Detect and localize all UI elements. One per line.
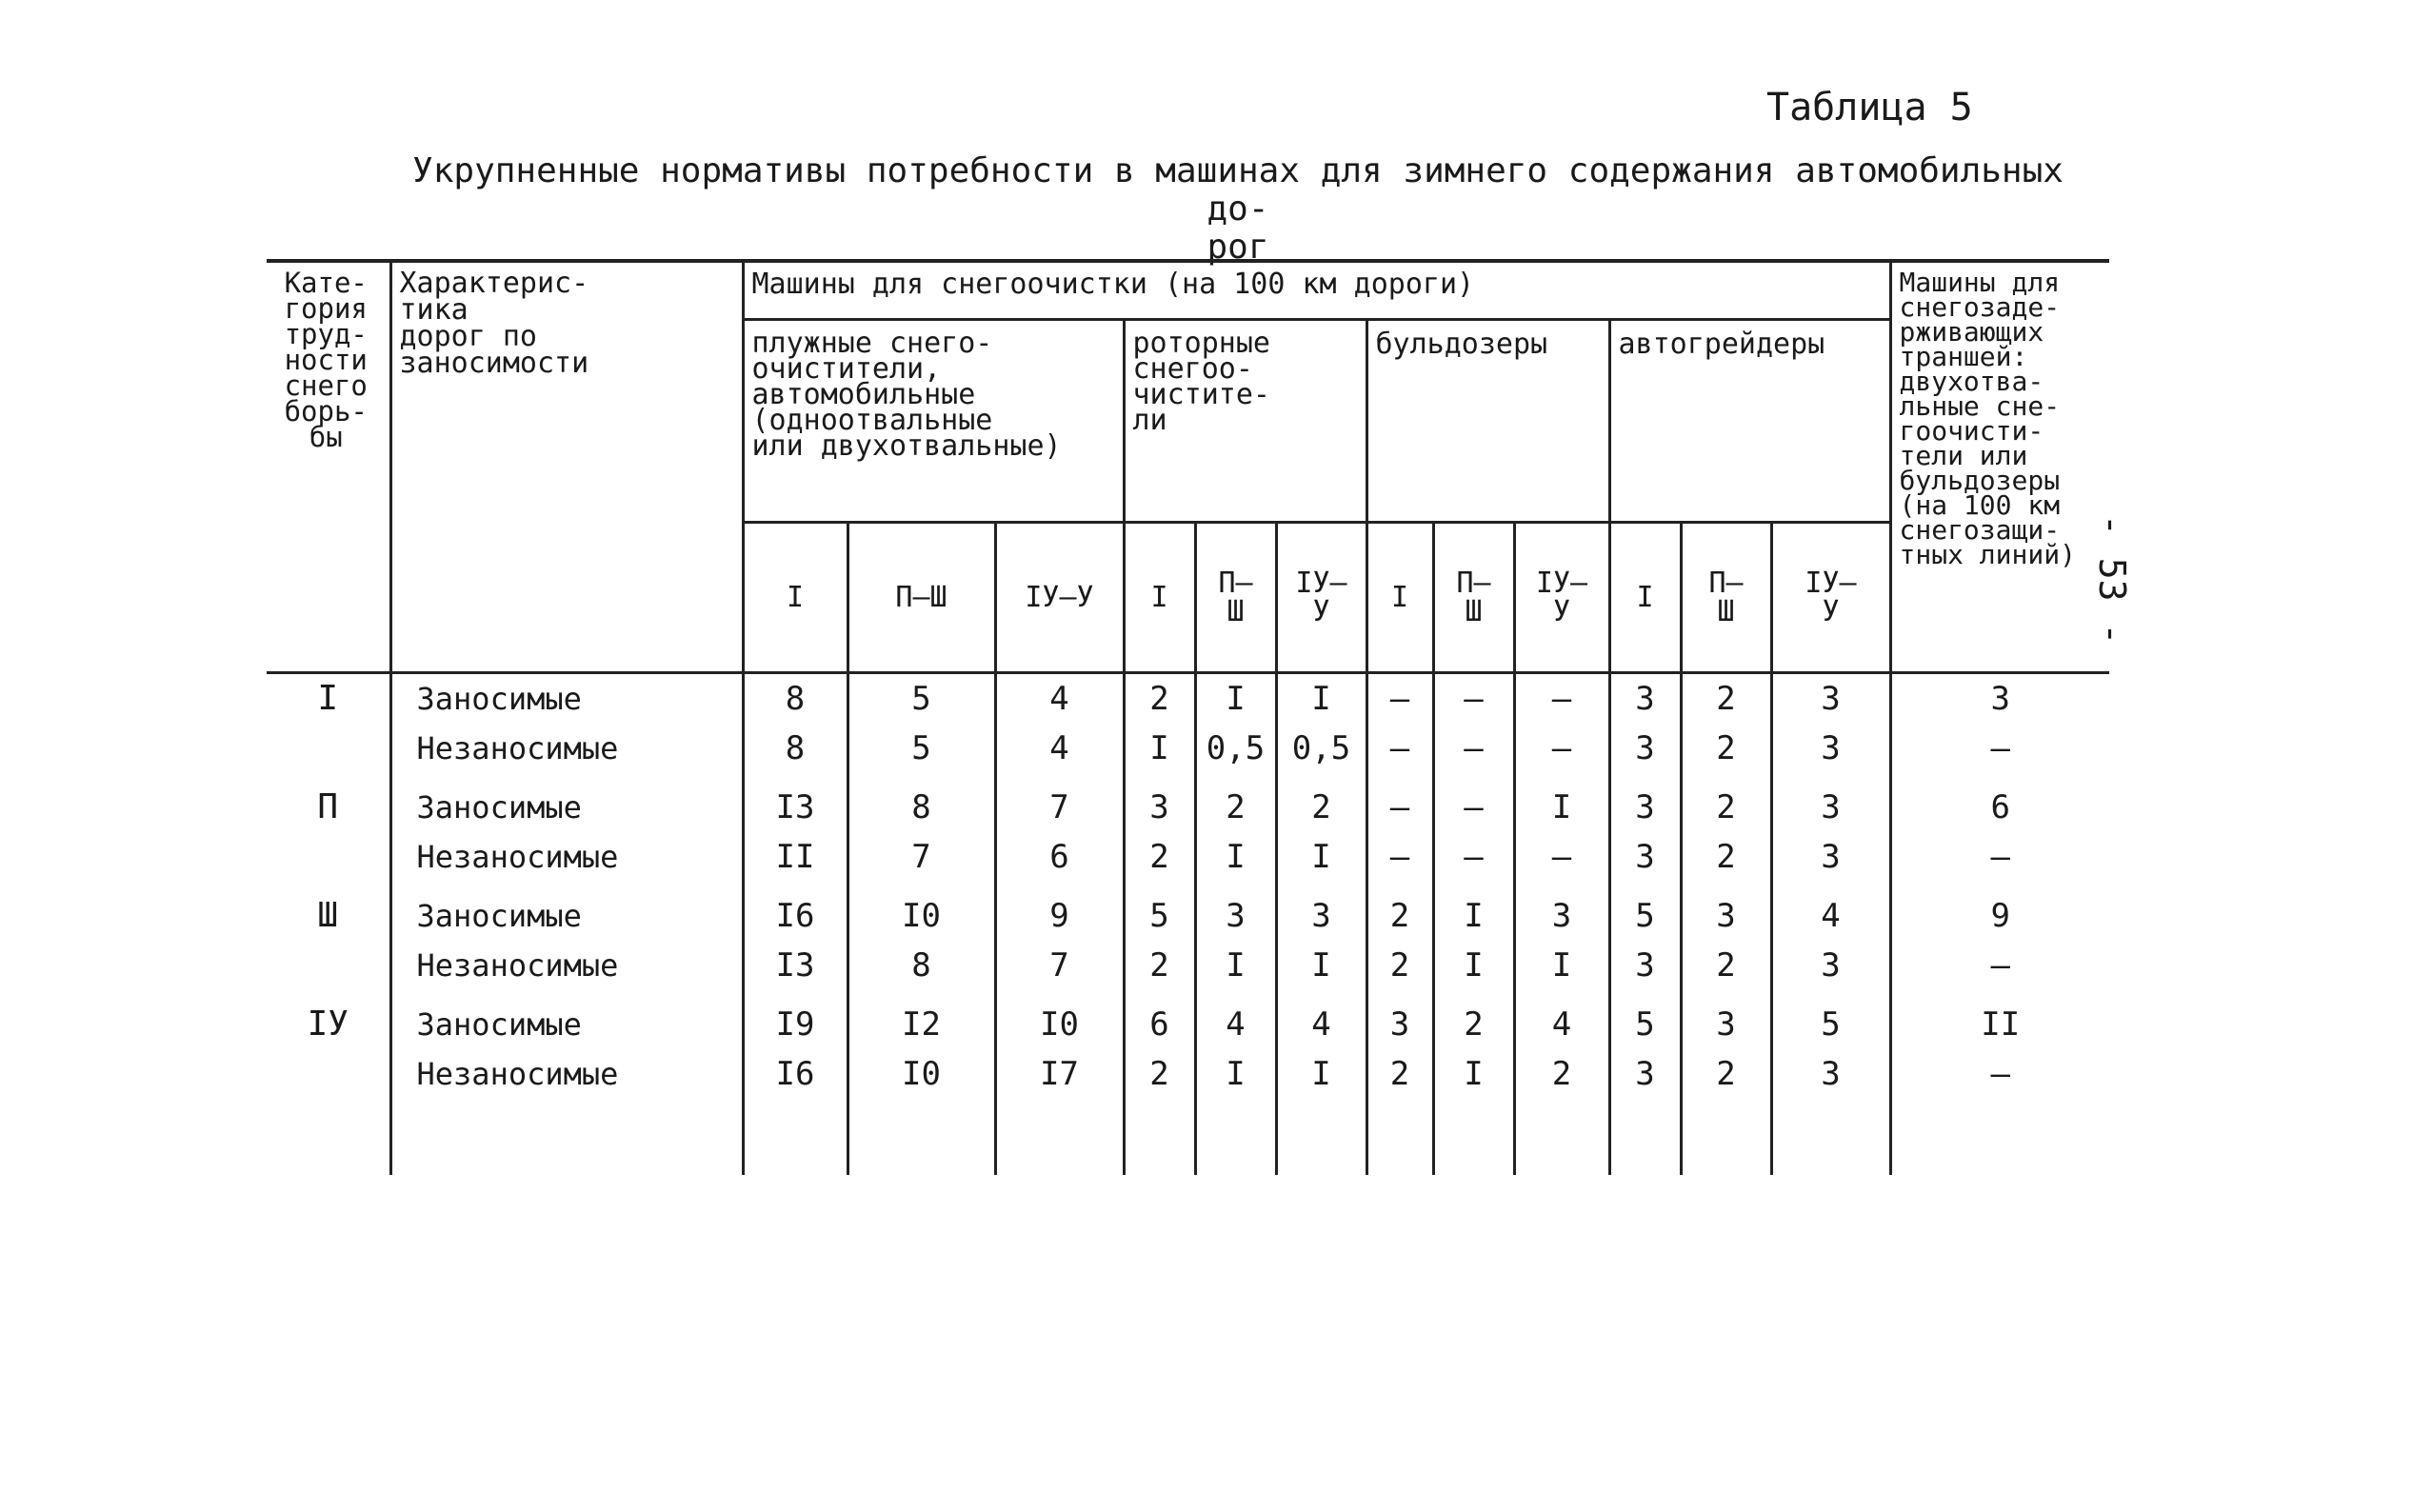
- value-cell: 2: [1681, 673, 1771, 725]
- value-cell: 6: [995, 832, 1124, 882]
- empty-cell: [390, 1099, 743, 1175]
- value-cell: I: [1276, 673, 1366, 725]
- empty-cell: [1195, 1099, 1276, 1175]
- value-cell: –: [1890, 724, 2109, 773]
- value-cell: I6: [743, 882, 848, 941]
- value-cell: 2: [1681, 724, 1771, 773]
- road-type-cell: Заносимые: [390, 773, 743, 832]
- category-cell: П: [317, 787, 339, 826]
- value-cell: I: [1276, 941, 1366, 990]
- empty-cell: [1276, 1099, 1366, 1175]
- value-cell: I2: [848, 990, 995, 1049]
- header-category: Кате- гория труд- ности снего борь- бы: [267, 261, 390, 673]
- value-cell: 3: [1609, 941, 1681, 990]
- value-cell: I7: [995, 1049, 1124, 1099]
- value-cell: I: [1276, 832, 1366, 882]
- value-cell: 6: [1124, 990, 1195, 1049]
- value-cell: –: [1366, 673, 1433, 725]
- empty-cell: [1514, 1099, 1609, 1175]
- value-cell: 5: [848, 724, 995, 773]
- value-cell: 5: [1771, 990, 1890, 1049]
- table-tail: [267, 1099, 2109, 1175]
- empty-cell: [1890, 1099, 2109, 1175]
- value-cell: 2: [1366, 882, 1433, 941]
- value-cell: I: [1195, 673, 1276, 725]
- empty-cell: [1609, 1099, 1681, 1175]
- value-cell: 4: [1771, 882, 1890, 941]
- header-snow-clearing: Машины для снегоочистки (на 100 км дороги): [743, 261, 1890, 320]
- value-cell: 3: [1609, 724, 1681, 773]
- value-cell: 6: [1890, 773, 2109, 832]
- value-cell: I: [1195, 1049, 1276, 1099]
- value-cell: I0: [848, 1049, 995, 1099]
- value-cell: 4: [995, 673, 1124, 725]
- value-cell: I3: [743, 773, 848, 832]
- road-type-cell: Незаносимые: [390, 1049, 743, 1099]
- empty-cell: [1771, 1099, 1890, 1175]
- category-cell: [267, 1049, 390, 1099]
- empty-cell: [267, 1099, 390, 1175]
- value-cell: 3: [1771, 1049, 1890, 1099]
- value-cell: 2: [1276, 773, 1366, 832]
- value-cell: I3: [743, 941, 848, 990]
- value-cell: I: [1514, 941, 1609, 990]
- value-cell: 3: [1771, 724, 1890, 773]
- value-cell: 4: [995, 724, 1124, 773]
- value-cell: –: [1890, 941, 2109, 990]
- value-cell: 2: [1124, 1049, 1195, 1099]
- category-cell: [267, 941, 390, 990]
- value-cell: I: [1433, 1049, 1514, 1099]
- value-cell: 3: [1681, 990, 1771, 1049]
- col-plow-2: П–Ш: [848, 523, 995, 673]
- value-cell: 3: [1514, 882, 1609, 941]
- value-cell: 3: [1609, 773, 1681, 832]
- value-cell: 2: [1366, 941, 1433, 990]
- value-cell: 2: [1124, 941, 1195, 990]
- empty-cell: [1681, 1099, 1771, 1175]
- value-cell: 2: [1681, 941, 1771, 990]
- road-type-cell: Незаносимые: [390, 832, 743, 882]
- empty-cell: [1433, 1099, 1514, 1175]
- road-type-cell: Незаносимые: [390, 724, 743, 773]
- value-cell: 8: [848, 941, 995, 990]
- value-cell: I0: [995, 990, 1124, 1049]
- value-cell: 9: [995, 882, 1124, 941]
- value-cell: 3: [1681, 882, 1771, 941]
- value-cell: 3: [1609, 1049, 1681, 1099]
- road-type-cell: Заносимые: [390, 673, 743, 725]
- value-cell: 3: [1771, 773, 1890, 832]
- value-cell: I9: [743, 990, 848, 1049]
- value-cell: 2: [1681, 1049, 1771, 1099]
- category-cell: [267, 832, 390, 882]
- table-row: [267, 673, 2109, 725]
- value-cell: –: [1433, 773, 1514, 832]
- value-cell: 4: [1514, 990, 1609, 1049]
- value-cell: 8: [743, 724, 848, 773]
- col-bull-1: I: [1366, 523, 1433, 673]
- col-grader-1: I: [1609, 523, 1681, 673]
- value-cell: I: [1124, 724, 1195, 773]
- value-cell: 2: [1195, 773, 1276, 832]
- header-road-characteristic: Характерис- тика дорог по заносимости: [390, 261, 743, 673]
- value-cell: –: [1514, 832, 1609, 882]
- value-cell: 3: [1771, 941, 1890, 990]
- value-cell: –: [1890, 1049, 2109, 1099]
- empty-cell: [995, 1099, 1124, 1175]
- value-cell: 7: [995, 941, 1124, 990]
- value-cell: 2: [1433, 990, 1514, 1049]
- value-cell: I6: [743, 1049, 848, 1099]
- value-cell: 5: [1609, 990, 1681, 1049]
- value-cell: –: [1890, 832, 2109, 882]
- empty-cell: [743, 1099, 848, 1175]
- value-cell: –: [1366, 832, 1433, 882]
- value-cell: 8: [743, 673, 848, 725]
- value-cell: 3: [1609, 832, 1681, 882]
- header-trench-machines: Машины для снегозаде- рживающих траншей: двухотва- льные сне- гоочисти- тели или бульдозеры (на 100 км снегозащи- тных линий): [1890, 261, 2109, 673]
- value-cell: –: [1433, 832, 1514, 882]
- value-cell: II: [743, 832, 848, 882]
- col-grader-2: П– Ш: [1681, 523, 1771, 673]
- value-cell: 4: [1276, 990, 1366, 1049]
- col-grader-3: IУ– У: [1771, 523, 1890, 673]
- value-cell: 7: [995, 773, 1124, 832]
- value-cell: 7: [848, 832, 995, 882]
- value-cell: 3: [1890, 673, 2109, 725]
- value-cell: I: [1433, 941, 1514, 990]
- empty-cell: [1366, 1099, 1433, 1175]
- value-cell: 3: [1609, 673, 1681, 725]
- value-cell: I: [1195, 941, 1276, 990]
- col-bull-3: IУ– У: [1514, 523, 1609, 673]
- value-cell: 8: [848, 773, 995, 832]
- empty-cell: [1124, 1099, 1195, 1175]
- value-cell: 2: [1124, 832, 1195, 882]
- value-cell: 0,5: [1195, 724, 1276, 773]
- page-number: - 53 -: [2091, 514, 2133, 646]
- table-row: [267, 882, 2109, 941]
- header-rotary-cleaners: роторные снегоо- чистите- ли: [1124, 320, 1366, 523]
- value-cell: 2: [1124, 673, 1195, 725]
- road-type-cell: Заносимые: [390, 882, 743, 941]
- value-cell: I0: [848, 882, 995, 941]
- value-cell: I: [1195, 832, 1276, 882]
- value-cell: 2: [1514, 1049, 1609, 1099]
- value-cell: –: [1433, 724, 1514, 773]
- value-cell: –: [1514, 673, 1609, 725]
- value-cell: II: [1890, 990, 2109, 1049]
- category-cell: [267, 724, 390, 773]
- value-cell: 5: [1124, 882, 1195, 941]
- value-cell: 5: [1609, 882, 1681, 941]
- table-body: [267, 673, 2109, 1176]
- value-cell: –: [1433, 673, 1514, 725]
- table-title: Укрупненные нормативы потребности в машинах для зимнего содержания автомобильных до- рог: [412, 151, 2064, 267]
- table-row: [267, 1049, 2109, 1099]
- header-graders: автогрейдеры: [1609, 320, 1890, 523]
- col-plow-1: I: [743, 523, 848, 673]
- value-cell: –: [1366, 773, 1433, 832]
- col-rotary-1: I: [1124, 523, 1195, 673]
- header-bulldozers: бульдозеры: [1366, 320, 1609, 523]
- empty-cell: [848, 1099, 995, 1175]
- table-row: [267, 832, 2109, 882]
- value-cell: 3: [1771, 832, 1890, 882]
- category-cell: I: [317, 679, 339, 718]
- value-cell: 4: [1195, 990, 1276, 1049]
- value-cell: –: [1514, 724, 1609, 773]
- norms-table: [267, 259, 2109, 1175]
- value-cell: I: [1276, 1049, 1366, 1099]
- value-cell: 5: [848, 673, 995, 725]
- road-type-cell: Незаносимые: [390, 941, 743, 990]
- road-type-cell: Заносимые: [390, 990, 743, 1049]
- category-cell: Ш: [317, 896, 339, 935]
- value-cell: 2: [1681, 773, 1771, 832]
- col-bull-2: П– Ш: [1433, 523, 1514, 673]
- value-cell: I: [1514, 773, 1609, 832]
- col-rotary-3: IУ– У: [1276, 523, 1366, 673]
- value-cell: 3: [1366, 990, 1433, 1049]
- table-label: Таблица 5: [1766, 86, 1973, 129]
- table-row: [267, 990, 2109, 1049]
- col-rotary-2: П– Ш: [1195, 523, 1276, 673]
- value-cell: 0,5: [1276, 724, 1366, 773]
- table-row: [267, 724, 2109, 773]
- header-plow-cleaners: плужные снего- очистители, автомобильные (одноотвальные или двухотвальные): [743, 320, 1124, 523]
- value-cell: –: [1366, 724, 1433, 773]
- value-cell: 3: [1771, 673, 1890, 725]
- value-cell: 3: [1276, 882, 1366, 941]
- value-cell: 3: [1195, 882, 1276, 941]
- table-row: [267, 941, 2109, 990]
- value-cell: 9: [1890, 882, 2109, 941]
- value-cell: 3: [1124, 773, 1195, 832]
- col-plow-3: IУ–У: [995, 523, 1124, 673]
- table-row: [267, 773, 2109, 832]
- value-cell: 2: [1366, 1049, 1433, 1099]
- value-cell: 2: [1681, 832, 1771, 882]
- value-cell: I: [1433, 882, 1514, 941]
- category-cell: IУ: [307, 1005, 349, 1044]
